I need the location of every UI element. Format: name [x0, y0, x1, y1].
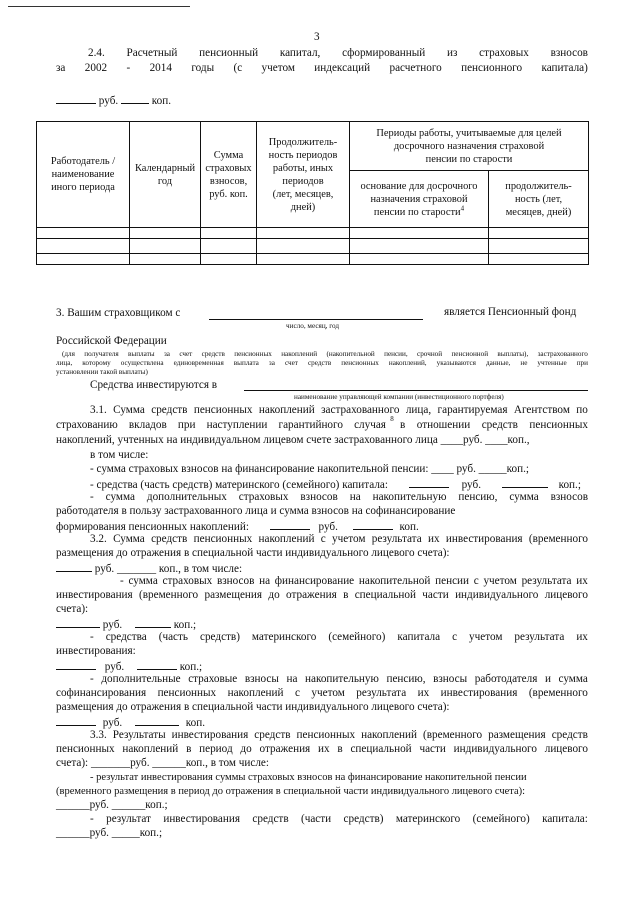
word: единовременная	[173, 359, 224, 367]
word: лица,	[56, 359, 73, 367]
word: пенсию,	[458, 491, 498, 503]
word: сумма	[105, 491, 135, 503]
header-line: Календарный	[134, 162, 196, 174]
kop-label: коп.	[151, 95, 172, 107]
footnote-4: 4	[460, 204, 465, 213]
note-line1	[62, 350, 588, 359]
header-line: назначения страховой	[370, 193, 468, 205]
s32-a-line4: руб. коп.;	[56, 617, 196, 632]
invested-field	[244, 390, 588, 391]
header-line: ность периодов	[268, 149, 338, 161]
word: пенсионных	[341, 359, 379, 367]
word: накоплений,	[388, 359, 427, 367]
header-line: Сумма	[213, 149, 244, 161]
word: при	[177, 419, 196, 431]
note-line3: установлении такой выплаты)	[56, 368, 148, 376]
word: результата	[371, 533, 422, 545]
word: до	[268, 589, 280, 601]
invested-caption: наименование управляющей компании (инвестиционного портфеля)	[294, 393, 504, 401]
word: 2014	[149, 62, 172, 74]
word: размещения	[204, 589, 263, 601]
word: выплаты	[127, 350, 155, 358]
word: (для	[62, 350, 75, 358]
word: 2002	[84, 62, 108, 74]
word: страховые	[188, 673, 238, 685]
word: дополнительных	[146, 491, 227, 503]
word: средств)	[200, 631, 240, 643]
word: результата	[356, 687, 407, 699]
word: в	[337, 743, 343, 755]
table-row	[37, 228, 589, 239]
word: Расчетный	[126, 47, 178, 59]
s32-b-line3: руб. коп.;	[56, 659, 202, 674]
word: учетом	[311, 687, 345, 699]
word: страховых	[479, 47, 529, 59]
top-rule	[8, 6, 190, 7]
word: лица,	[405, 404, 432, 416]
s32-c-line3: размещения до отражения в специальной части индивидуального лицевого счета):	[56, 701, 450, 713]
word: дополнительные	[101, 673, 181, 685]
word: (временного	[528, 687, 588, 699]
word: капитал,	[279, 47, 321, 59]
s31-bullet3-line1	[90, 491, 588, 504]
word: работодателя	[474, 673, 538, 685]
s33-line2	[56, 743, 588, 756]
word: пенсионных	[157, 687, 217, 699]
footnote-8: 8	[390, 415, 394, 423]
word: Результаты	[112, 729, 166, 741]
word: средств	[254, 729, 291, 741]
word: осуществлена	[120, 359, 164, 367]
s32-c-line2	[56, 687, 588, 700]
section-2-4-amount	[56, 93, 171, 108]
word: средства	[105, 631, 147, 643]
word: (части	[300, 813, 332, 825]
s33-b-line2: ______руб. _____коп.;	[56, 827, 163, 839]
insurer-suffix: является Пенсионный фонд	[444, 306, 577, 318]
header-line: досрочного назначения страховой	[393, 140, 545, 152]
header-line: продолжитель-	[505, 180, 572, 192]
word: накопительной	[358, 575, 431, 587]
word: Сумма	[113, 533, 145, 545]
word: пенсионный	[199, 47, 259, 59]
word: учетом	[332, 533, 366, 545]
word: накопительную	[372, 491, 447, 503]
word: лицевого	[544, 743, 588, 755]
header-line: год	[157, 175, 173, 187]
word: индивидуального	[455, 589, 539, 601]
word: результата	[521, 575, 572, 587]
header-line: Периоды работы, учитываемые для целей	[376, 127, 562, 139]
word: -	[126, 62, 131, 74]
header-line: (лет, месяцев,	[272, 188, 334, 200]
col-header-sum	[201, 122, 257, 228]
word: специальной	[350, 743, 412, 755]
s32-b-line2: инвестирования:	[56, 645, 136, 657]
word: в	[343, 589, 349, 601]
header-line: взносов,	[209, 175, 248, 187]
word: застрахованного	[537, 350, 588, 358]
header-line: пенсии по старости	[425, 153, 513, 165]
word: взносов	[300, 491, 338, 503]
word: материнского	[251, 631, 317, 643]
word: пенсии,	[384, 350, 408, 358]
word: пенсионных	[193, 404, 253, 416]
header-line: руб. коп.	[209, 188, 248, 200]
word: финансирование	[274, 575, 355, 587]
word: с	[452, 631, 458, 643]
word: их	[427, 533, 440, 545]
s31-line3: накоплений, учтенных на индивидуальном лицевом счете застрахованного лица ____руб. ____коп.,	[56, 434, 530, 446]
word: и	[544, 673, 551, 685]
word: взносов	[216, 575, 255, 587]
word: средств	[151, 404, 188, 416]
word: за	[268, 359, 275, 367]
s33-line3: счета): _______руб. ______коп., в том числе:	[56, 757, 270, 769]
word: пенсионных	[529, 419, 588, 431]
word: за	[56, 62, 66, 74]
s32-a-line3: счета):	[56, 603, 89, 615]
word: пенсионных	[234, 350, 272, 358]
word: части	[422, 589, 449, 601]
word: части	[419, 743, 446, 755]
word: накоплений	[227, 687, 284, 699]
insurer-date-field	[209, 319, 423, 320]
word: специальной	[354, 589, 416, 601]
note-line2	[56, 359, 588, 368]
word: (временного	[528, 533, 588, 545]
s31-line2	[56, 415, 588, 432]
word: по	[576, 404, 588, 416]
s31-line1	[90, 404, 588, 417]
s33-line1	[90, 729, 588, 742]
s33-a-line1: - результат инвестирования суммы страховых взносов на финансирование накопительной пенсии	[90, 772, 527, 783]
word: счет	[179, 350, 193, 358]
word: Агентством	[513, 404, 570, 416]
word: их	[576, 631, 588, 643]
word: накоплений	[258, 533, 315, 545]
word: случая	[354, 419, 386, 431]
invested-label: Средства инвестируются в	[90, 379, 218, 391]
s32-line3: руб. _______ коп., в том числе:	[56, 561, 242, 576]
word: капитала	[397, 631, 441, 643]
date-caption: число, месяц, год	[286, 322, 340, 330]
col-header-duration2	[489, 171, 589, 228]
col-header-basis	[350, 171, 489, 228]
word: накоплений	[361, 729, 418, 741]
header-line: наименование	[51, 169, 115, 180]
word: пенсии	[435, 575, 470, 587]
word: инвестирования	[171, 729, 249, 741]
header-line: дней)	[290, 201, 316, 213]
word: срочной	[417, 350, 443, 358]
word: их	[317, 743, 330, 755]
word: из	[446, 47, 458, 59]
s32-a-line2	[56, 589, 588, 602]
word: с	[320, 533, 326, 545]
word: -	[90, 491, 94, 503]
word: Сумма	[113, 404, 145, 416]
word: -	[120, 575, 124, 587]
word: на	[259, 575, 271, 587]
table-row	[37, 239, 589, 254]
word: пенсию,	[386, 673, 426, 685]
section-2-4-line1	[88, 47, 588, 60]
header-line: страховых	[205, 162, 252, 174]
rub-label: руб.	[98, 95, 119, 107]
word: на	[286, 673, 298, 685]
word: накоплений	[122, 743, 179, 755]
word: наступлении	[206, 419, 268, 431]
header-line: иного периода	[51, 182, 115, 193]
word: в	[400, 419, 406, 431]
col-header-year	[130, 122, 201, 228]
word: (временного	[423, 729, 483, 741]
s32-line2: размещения до отражения в специальной части индивидуального лицевого счета):	[56, 547, 450, 559]
s31-bullet3-line3: формирования пенсионных накоплений: руб. коп.	[56, 521, 419, 533]
word: сумма	[558, 673, 588, 685]
s31-bullet1: - сумма страховых взносов на финансирование накопительной пенсии: ____ руб. _____коп.;	[90, 463, 529, 475]
word: выплаты),	[497, 350, 529, 358]
word: средств	[151, 533, 188, 545]
header-line: пенсии по старости	[373, 206, 461, 218]
section-2-4-line2	[56, 62, 588, 75]
word: (с	[233, 62, 243, 74]
word: пенсионных	[193, 533, 253, 545]
word: средств	[252, 813, 289, 825]
word: сформированный	[342, 47, 426, 59]
word: вкладов	[128, 419, 167, 431]
word: накопительную	[305, 673, 379, 685]
s32-a-line1	[120, 575, 588, 588]
word: учтенные	[537, 359, 567, 367]
word: материнского	[395, 813, 461, 825]
s31-line2-b	[400, 419, 588, 432]
word: (семейного)	[328, 631, 386, 643]
s33-a-line3: ______руб. ______коп.;	[56, 799, 168, 811]
word: застрахованного	[321, 404, 400, 416]
s32-c-line4: руб. коп.	[56, 715, 205, 730]
word: инвестирования	[440, 687, 518, 699]
header-line: Продолжитель-	[268, 136, 338, 148]
word: капитала:	[542, 813, 588, 825]
col-header-duration	[257, 122, 350, 228]
word: размещения	[488, 729, 546, 741]
word: за	[163, 350, 170, 358]
word: до	[240, 743, 252, 755]
word: софинансирования	[56, 687, 147, 699]
word: средств	[481, 419, 518, 431]
word: их	[576, 575, 588, 587]
word: 3.2.	[90, 533, 107, 545]
word: взносы	[244, 673, 279, 685]
word: индексаций	[314, 62, 371, 74]
word: -	[90, 813, 94, 825]
word: с	[294, 687, 300, 699]
s33-a-line2: (временного размещения в период до отражения в специальной части индивидуального лицевого счета):	[56, 786, 526, 797]
word: взносов	[550, 491, 588, 503]
word: с	[473, 575, 479, 587]
s31-bullet3-line2: работодателя в пользу застрахованного лица и сумма взносов на софинансирование	[56, 505, 456, 517]
word: (часть	[158, 631, 189, 643]
table-row	[37, 254, 589, 265]
rf-label: Российской Федерации	[56, 335, 167, 347]
word: средств)	[343, 813, 384, 825]
col-header-employer	[37, 122, 130, 228]
word: лицевого	[544, 589, 588, 601]
word: сумма	[509, 491, 539, 503]
word: отношении	[416, 419, 471, 431]
word: данные,	[485, 359, 511, 367]
word: сумма	[128, 575, 158, 587]
word: отражения	[259, 743, 311, 755]
word: гарантируемая	[437, 404, 508, 416]
word: счет	[284, 359, 298, 367]
header-line: работы, иных	[272, 162, 334, 174]
word: капитала)	[541, 62, 588, 74]
insurer-prefix: 3. Вашим страховщиком с	[56, 307, 181, 319]
word: годы	[191, 62, 215, 74]
word: учетом	[261, 62, 295, 74]
word: при	[576, 359, 588, 367]
header-line: основание для досрочного	[360, 180, 478, 192]
word: инвестирования	[445, 533, 523, 545]
s32-line1	[90, 533, 588, 546]
header-line: ность (лет,	[514, 193, 563, 205]
header-line: периодов	[282, 175, 324, 187]
header-line: Работодатель /	[50, 156, 116, 167]
word: (накопительной	[326, 350, 375, 358]
word: период	[199, 743, 233, 755]
word: гарантийного	[278, 419, 343, 431]
word: пенсионного	[461, 62, 523, 74]
word: накоплений	[258, 404, 315, 416]
word: средств	[551, 729, 588, 741]
word: инвестирования	[56, 589, 133, 601]
word: указываются	[436, 359, 476, 367]
word: индивидуального	[453, 743, 537, 755]
s31-incl: в том числе:	[90, 449, 149, 461]
word: 3.3.	[90, 729, 107, 741]
word: которому	[82, 359, 111, 367]
word: пенсионных	[296, 729, 356, 741]
word: результата	[514, 631, 565, 643]
word: средств	[201, 350, 225, 358]
word: получателя	[84, 350, 119, 358]
s31-bullet2: - средства (часть средств) материнского (семейного) капитала: руб. коп.;	[90, 479, 581, 491]
word: их	[417, 687, 430, 699]
word: 3.1.	[90, 404, 107, 416]
word: (семейного)	[472, 813, 530, 825]
word: страховых	[162, 575, 213, 587]
word: отражения	[286, 589, 337, 601]
word: -	[90, 631, 94, 643]
word: результат	[106, 813, 151, 825]
page-number: 3	[314, 31, 320, 43]
word: учетом	[483, 575, 517, 587]
col-header-early-periods	[350, 122, 589, 171]
word: страховых	[238, 491, 289, 503]
word: инвестирования	[163, 813, 241, 825]
word: (временного	[139, 589, 199, 601]
s31-line2-a	[56, 419, 386, 432]
word: пенсионных	[56, 743, 115, 755]
s32-b-line1	[90, 631, 588, 644]
word: -	[90, 673, 94, 685]
s32-c-line1	[90, 673, 588, 686]
word: взносов	[550, 47, 588, 59]
work-periods-table	[36, 121, 589, 265]
word: в	[186, 743, 192, 755]
word: на	[349, 491, 361, 503]
word: не	[520, 359, 528, 367]
word: 2.4.	[88, 47, 105, 59]
word: взносы	[433, 673, 468, 685]
word: пенсионной	[451, 350, 489, 358]
header-line: месяцев, дней)	[505, 206, 572, 218]
word: учетом	[469, 631, 503, 643]
word: накоплений	[281, 350, 318, 358]
word: страхованию	[56, 419, 118, 431]
s33-b-line1	[90, 813, 588, 826]
word: средств	[307, 359, 332, 367]
word: выплата	[233, 359, 259, 367]
word: расчетного	[389, 62, 442, 74]
